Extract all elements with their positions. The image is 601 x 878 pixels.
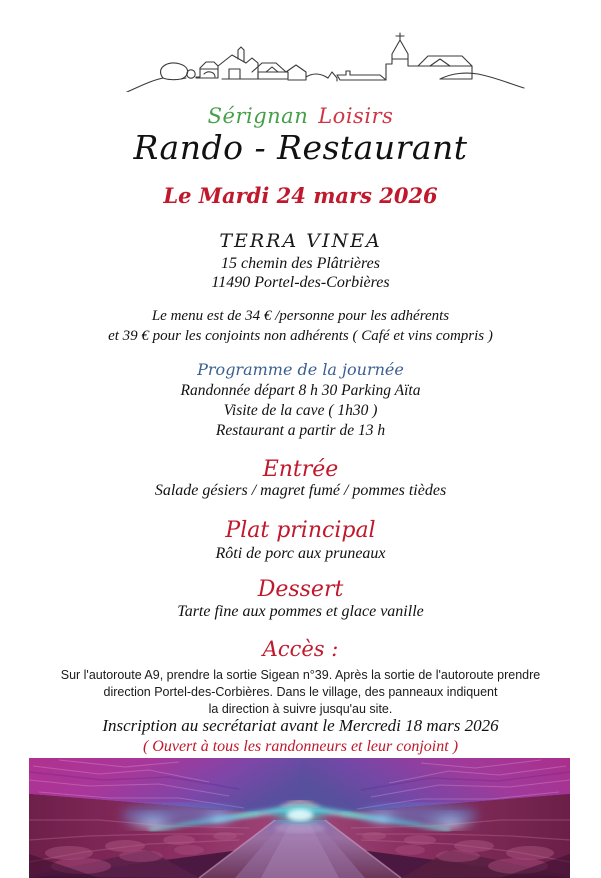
village-skyline-icon bbox=[0, 22, 601, 92]
logo-word-serignan: Sérignan bbox=[207, 104, 309, 128]
logo-word-loisirs: Loisirs bbox=[318, 104, 394, 128]
venue-street: 15 chemin des Plâtrières bbox=[221, 255, 380, 272]
programme-item-hike: Randonnée départ 8 h 30 Parking Aïta bbox=[180, 382, 421, 399]
logo-wordmark bbox=[0, 104, 601, 128]
price-adherents: Le menu est de 34 € /personne pour les adhérents bbox=[151, 308, 450, 324]
course-heading-dessert: Dessert bbox=[257, 577, 344, 602]
signup-note: ( Ouvert à tous les randonneurs et leur conjoint ) bbox=[142, 738, 459, 755]
access-directions-line-3: la direction à suivre jusqu'au site. bbox=[208, 702, 393, 716]
access-directions-line-2: direction Portel-des-Corbières. Dans le village, des panneaux indiquent bbox=[103, 685, 498, 699]
event-date: Le Mardi 24 mars 2026 bbox=[163, 183, 438, 208]
programme-item-restaurant: Restaurant a partir de 13 h bbox=[215, 422, 386, 439]
venue-city: 11490 Portel-des-Corbières bbox=[211, 274, 390, 291]
cave-tunnel-photo bbox=[29, 758, 570, 878]
access-heading: Accès : bbox=[262, 637, 339, 661]
venue-name: TERRA VINEA bbox=[219, 230, 382, 252]
programme-item-cellar-visit: Visite de la cave ( 1h30 ) bbox=[223, 402, 378, 419]
cave-tunnel-illustration bbox=[29, 758, 570, 878]
course-heading-plat: Plat principal bbox=[225, 518, 376, 543]
course-body-plat: Rôti de porc aux pruneaux bbox=[215, 545, 386, 562]
price-non-adherents: et 39 € pour les conjoints non adhérents ( Café et vins compris ) bbox=[108, 328, 493, 344]
access-directions-line-1: Sur l'autoroute A9, prendre la sortie Sigean n°39. Après la sortie de l'autoroute prendre bbox=[60, 668, 541, 682]
page-title: Rando - Restaurant bbox=[133, 128, 468, 167]
programme-heading: Programme de la journée bbox=[197, 360, 404, 379]
course-body-dessert: Tarte fine aux pommes et glace vanille bbox=[177, 603, 424, 620]
course-heading-entree: Entrée bbox=[262, 457, 339, 482]
course-body-entree: Salade gésiers / magret fumé / pommes tièdes bbox=[154, 482, 447, 499]
signup-deadline: Inscription au secrétariat avant le Mercredi 18 mars 2026 bbox=[102, 716, 499, 735]
logo-block bbox=[0, 22, 601, 128]
